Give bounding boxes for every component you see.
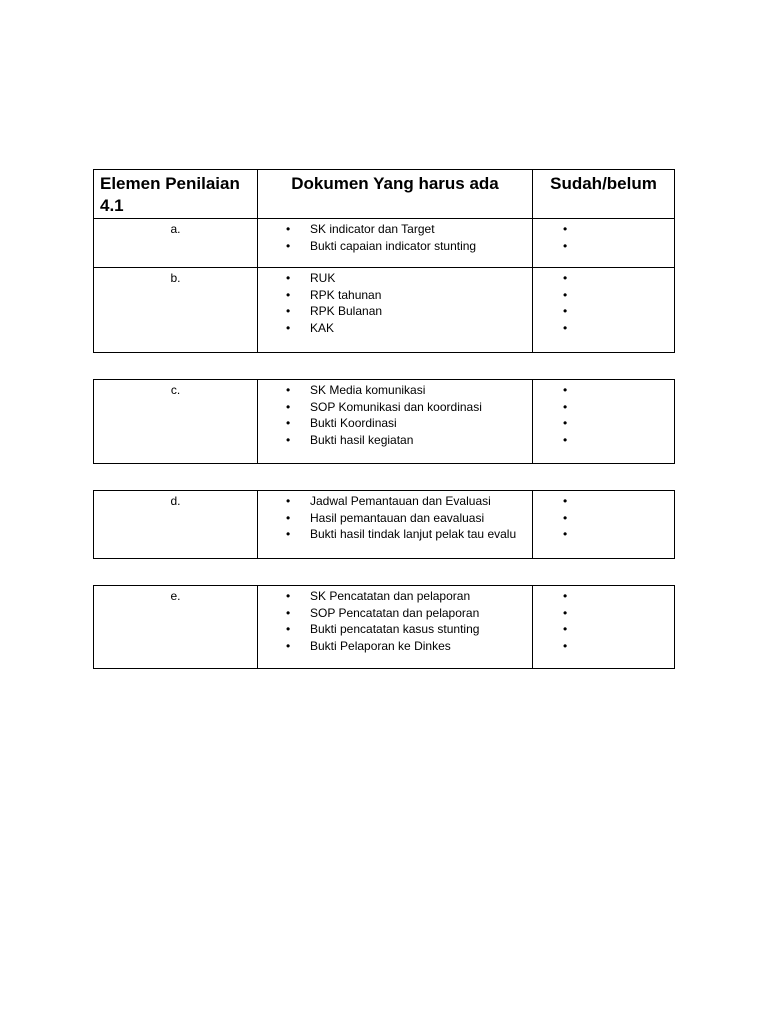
status-cell <box>533 268 675 353</box>
document-item: • SOP Pencatatan dan pelaporan <box>258 605 532 622</box>
document-item: • RPK tahunan <box>258 287 532 304</box>
status-cell <box>533 586 675 669</box>
status-bullet <box>533 621 674 638</box>
document-cell <box>258 268 533 353</box>
element-cell <box>94 380 258 464</box>
status-bullet <box>533 238 674 255</box>
header-element-title: Elemen Penilaian 4.1 <box>100 174 240 215</box>
header-document-title: Dokumen Yang harus ada <box>291 174 499 193</box>
document-list <box>258 586 532 654</box>
status-cell <box>533 380 675 464</box>
status-bullet <box>533 415 674 432</box>
header-status-title: Sudah/belum <box>550 174 657 193</box>
element-label: e. <box>170 589 181 603</box>
assessment-table-1 <box>93 169 675 353</box>
status-bullet <box>533 221 674 238</box>
document-item: • Jadwal Pemantauan dan Evaluasi <box>258 493 532 510</box>
status-bullet <box>533 588 674 605</box>
table-row <box>94 586 675 669</box>
document-cell <box>258 380 533 464</box>
element-cell <box>94 586 258 669</box>
element-label: c. <box>170 383 181 397</box>
status-bullet <box>533 382 674 399</box>
status-list <box>533 219 674 254</box>
document-item: • SK Pencatatan dan pelaporan <box>258 588 532 605</box>
status-bullet <box>533 303 674 320</box>
assessment-table-2 <box>93 379 675 464</box>
status-bullet <box>533 605 674 622</box>
status-list <box>533 491 674 543</box>
document-item: • SK indicator dan Target <box>258 221 532 238</box>
document-item: • Bukti capaian indicator stunting <box>258 238 532 255</box>
table-row <box>94 268 675 353</box>
element-label: a. <box>170 222 181 236</box>
status-bullet <box>533 432 674 449</box>
document-item: • Bukti Pelaporan ke Dinkes <box>258 638 532 655</box>
document-cell <box>258 491 533 559</box>
status-list <box>533 586 674 654</box>
document-item: • SK Media komunikasi <box>258 382 532 399</box>
document-item: • Bukti Koordinasi <box>258 415 532 432</box>
table-row <box>94 380 675 464</box>
document-list <box>258 380 532 448</box>
assessment-table-3 <box>93 490 675 559</box>
document-item: • KAK <box>258 320 532 337</box>
status-bullet <box>533 320 674 337</box>
status-bullet <box>533 526 674 543</box>
document-cell <box>258 219 533 268</box>
document-cell <box>258 586 533 669</box>
status-cell <box>533 219 675 268</box>
header-cell-document <box>258 170 533 219</box>
document-list <box>258 491 532 543</box>
document-item: • SOP Komunikasi dan koordinasi <box>258 399 532 416</box>
element-label: b. <box>170 271 181 285</box>
document-item: • Bukti pencatatan kasus stunting <box>258 621 532 638</box>
document-list <box>258 268 532 336</box>
element-cell <box>94 491 258 559</box>
status-bullet <box>533 510 674 527</box>
document-item: • Bukti hasil tindak lanjut pelak tau evalu <box>258 526 532 543</box>
status-bullet <box>533 493 674 510</box>
document-item: • Bukti hasil kegiatan <box>258 432 532 449</box>
document-list <box>258 219 532 254</box>
status-bullet <box>533 270 674 287</box>
status-list <box>533 380 674 448</box>
status-list <box>533 268 674 336</box>
element-cell <box>94 268 258 353</box>
table-row <box>94 491 675 559</box>
status-bullet <box>533 399 674 416</box>
status-cell <box>533 491 675 559</box>
status-bullet <box>533 287 674 304</box>
element-cell <box>94 219 258 268</box>
document-item: • RPK Bulanan <box>258 303 532 320</box>
header-row <box>94 170 675 219</box>
table-row <box>94 219 675 268</box>
status-bullet <box>533 638 674 655</box>
document-item: • RUK <box>258 270 532 287</box>
document-item: • Hasil pemantauan dan eavaluasi <box>258 510 532 527</box>
header-cell-status <box>533 170 675 219</box>
assessment-table-4 <box>93 585 675 669</box>
header-cell-element <box>94 170 258 219</box>
element-label: d. <box>170 494 181 508</box>
